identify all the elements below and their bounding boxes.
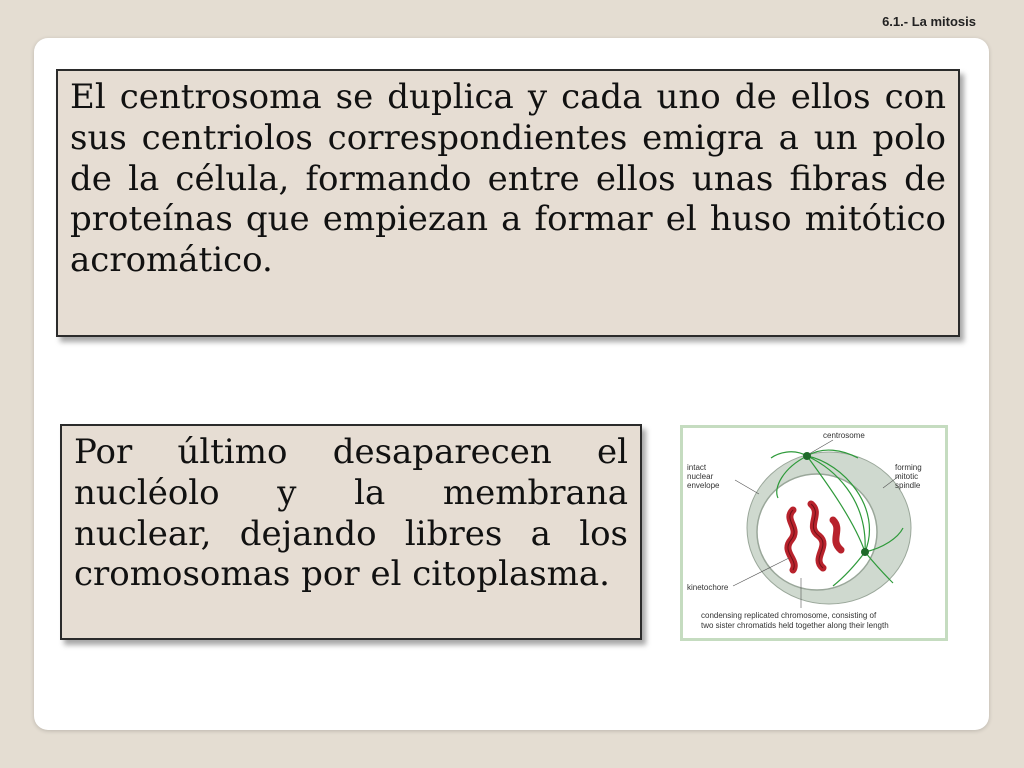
section-title: 6.1.- La mitosis <box>882 14 976 29</box>
label-intact: intact <box>687 463 707 472</box>
label-forming: forming <box>895 463 922 472</box>
centrosome-bottom <box>861 548 869 556</box>
label-kinetochore: kinetochore <box>687 583 729 592</box>
label-spindle: spindle <box>895 481 921 490</box>
text-box-nucleolus: Por último desaparecen el nucléolo y la membrana nuclear, dejando libres a los cromosomas por el citoplasma. <box>60 424 642 640</box>
text-box-centrosome: El centrosoma se duplica y cada uno de ellos con sus centriolos correspondientes emigra a un polo de la célula, formando entre ellos unas fibras de proteínas que empiezan a formar el huso mitótico acromático. <box>56 69 960 337</box>
caption-line-1: condensing replicated chromosome, consisting of <box>701 611 877 620</box>
caption-line-2: two sister chromatids held together along their length <box>701 621 889 630</box>
prophase-cell-diagram <box>680 425 948 641</box>
label-envelope: envelope <box>687 481 720 490</box>
cell-diagram-svg <box>683 428 945 638</box>
label-nuclear: nuclear <box>687 472 714 481</box>
label-mitotic: mitotic <box>895 472 919 481</box>
label-centrosome: centrosome <box>823 431 865 440</box>
